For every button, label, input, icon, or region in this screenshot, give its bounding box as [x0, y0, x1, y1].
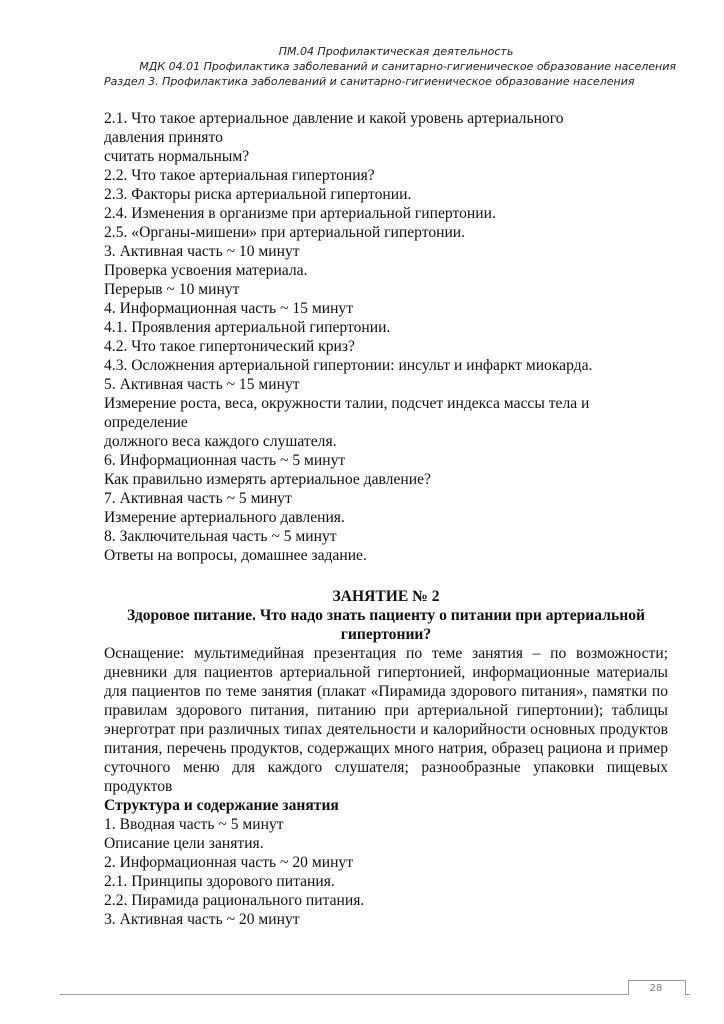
- text-line: Измерение роста, веса, окружности талии, подсчет индекса массы тела и: [104, 395, 590, 412]
- text-line: 3. Активная часть ~ 10 минут: [104, 243, 300, 260]
- text-line: 4.3. Осложнения артериальной гипертонии: инсульт и инфаркт миокарда.: [104, 357, 593, 374]
- text-line: 2. Информационная часть ~ 20 минут: [104, 854, 354, 871]
- text-line: 2.4. Изменения в организме при артериальной гипертонии.: [104, 205, 496, 222]
- text-line: 2.2. Пирамида рационального питания.: [104, 892, 365, 909]
- text-line: 3. Активная часть ~ 20 минут: [104, 911, 300, 928]
- page-number: 28: [649, 983, 663, 994]
- text-line: 4.2. Что такое гипертонический криз?: [104, 338, 355, 355]
- text-line: Как правильно измерять артериальное давление?: [104, 471, 431, 488]
- text-line: давления принято: [104, 129, 223, 146]
- page-header: [96, 44, 696, 89]
- text-line: Перерыв ~ 10 минут: [104, 281, 240, 298]
- lesson2-plan: [104, 815, 668, 929]
- text-line: Проверка усвоения материала.: [104, 262, 308, 279]
- text-line: 5. Активная часть ~ 15 минут: [104, 376, 300, 393]
- lesson2-title: ЗАНЯТИЕ № 2: [332, 588, 440, 605]
- text-line: 2.3. Факторы риска артериальной гипертонии.: [104, 186, 412, 203]
- lesson2-structure-heading: Структура и содержание занятия: [104, 797, 339, 814]
- header-section-title: Раздел 3. Профилактика заболеваний и санитарно-гигиеническое образование населения: [104, 75, 635, 88]
- text-line: 2.1. Что такое артериальное давление и какой уровень артериального: [104, 110, 564, 127]
- text-line: 4.1. Проявления артериальной гипертонии.: [104, 319, 391, 336]
- text-line: 2.2. Что такое артериальная гипертония?: [104, 167, 375, 184]
- text-line: 7. Активная часть ~ 5 минут: [104, 490, 292, 507]
- text-line: Описание цели занятия.: [104, 835, 264, 852]
- text-line: 8. Заключительная часть ~ 5 минут: [104, 528, 337, 545]
- document-body: [104, 109, 668, 929]
- text-line: 1. Вводная часть ~ 5 минут: [104, 816, 284, 833]
- text-line: считать нормальным?: [104, 148, 250, 165]
- footer-divider: [60, 994, 690, 995]
- header-module-title: ПМ.04 Профилактическая деятельность: [278, 45, 514, 58]
- text-line: 2.1. Принципы здорового питания.: [104, 873, 335, 890]
- lesson1-plan-continuation: [104, 109, 668, 565]
- text-line: 2.5. «Органы-мишени» при артериальной гипертонии.: [104, 224, 466, 241]
- text-line: 6. Информационная часть ~ 5 минут: [104, 452, 346, 469]
- header-course-title: МДК 04.01 Профилактика заболеваний и санитарно-гигиеническое образование населения: [139, 60, 676, 73]
- lesson2-equipment-paragraph: Оснащение: мультимедийная презентация по теме занятия – по возможности; дневники для пациентов артериальной гипертонией, информационные материалы для пациентов по теме занятия (плакат «Пирамида здорового питания», памятки по правилам здорового питания, питанию при артериальной гипертонии); таблицы энерготрат при различных типах деятельности и калорийности основных продуктов питания, перечень продуктов, содержащих много натрия, образец рациона и пример суточного меню для каждого слушателя; разнообразные упаковки пищевых продуктов: [104, 645, 668, 795]
- text-line: Измерение артериального давления.: [104, 509, 345, 526]
- text-line: определение: [104, 414, 188, 431]
- text-line: Ответы на вопросы, домашнее задание.: [104, 547, 367, 564]
- text-line: должного веса каждого слушателя.: [104, 433, 337, 450]
- lesson2-subtitle: Здоровое питание. Что надо знать пациенту о питании при артериальной гипертонии?: [127, 607, 645, 643]
- text-line: 4. Информационная часть ~ 15 минут: [104, 300, 354, 317]
